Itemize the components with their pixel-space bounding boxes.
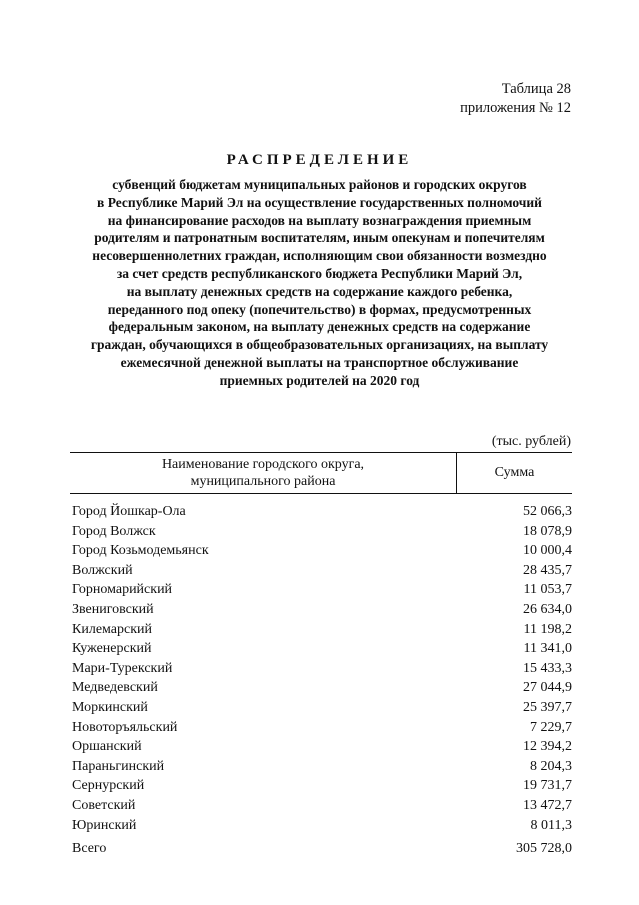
row-name: Параньгинский xyxy=(72,758,165,774)
total-value: 305 728,0 xyxy=(516,841,572,856)
table-row xyxy=(70,600,572,620)
row-name: Звениговский xyxy=(72,601,154,617)
table-reference xyxy=(460,80,571,118)
document-title: РАСПРЕДЕЛЕНИЕ xyxy=(226,152,413,168)
row-value: 8 204,3 xyxy=(530,758,572,774)
subtitle-line: федеральным законом, на выплату денежных средств на содержание xyxy=(108,319,531,335)
row-value: 11 198,2 xyxy=(523,621,572,637)
table-row xyxy=(70,698,572,718)
table-row xyxy=(70,678,572,698)
table-row xyxy=(70,796,572,816)
header-name-line-2: муниципального района xyxy=(190,474,336,489)
subtitle-line: приемных родителей на 2020 год xyxy=(219,372,420,388)
subtitle-line: родителям и патронатным воспитателям, иным опекунам и попечителям xyxy=(94,230,545,246)
table-row xyxy=(70,816,572,836)
table-row xyxy=(70,639,572,659)
table-row xyxy=(70,561,572,581)
row-name: Моркинский xyxy=(72,699,148,715)
row-name: Город Йошкар-Ола xyxy=(72,504,186,519)
row-value: 19 731,7 xyxy=(523,778,572,794)
row-value: 18 078,9 xyxy=(523,523,572,539)
table-row xyxy=(70,757,572,777)
unit-label: (тыс. рублей) xyxy=(491,434,571,449)
table-row xyxy=(70,659,572,679)
row-name: Советский xyxy=(72,797,136,813)
subtitle-line: граждан, обучающихся в общеобразовательных организациях, на выплату xyxy=(90,337,549,353)
row-value: 13 472,7 xyxy=(523,797,572,813)
subtitle-line: переданного под опеку (попечительство) в формах, предусмотренных xyxy=(107,301,532,317)
row-name: Волжский xyxy=(72,562,133,578)
row-value: 28 435,7 xyxy=(523,562,572,578)
table-row xyxy=(70,522,572,542)
subtitle-line: несовершеннолетних граждан, исполняющим свои обязанности возмездно xyxy=(92,248,547,264)
row-value: 25 397,7 xyxy=(523,699,572,715)
table-row xyxy=(70,737,572,757)
row-name: Город Козьмодемьянск xyxy=(72,543,209,559)
row-value: 11 341,0 xyxy=(523,641,572,657)
table-body xyxy=(70,502,572,835)
row-value: 10 000,4 xyxy=(523,543,572,559)
row-value: 15 433,3 xyxy=(523,660,572,676)
table-header xyxy=(70,452,572,494)
row-value: 12 394,2 xyxy=(523,739,572,755)
row-name: Горномарийский xyxy=(72,582,173,598)
subtitle-line: за счет средств республиканского бюджета Республики Марий Эл, xyxy=(116,265,523,281)
subtitle-line: на финансирование расходов на выплату вознаграждения приемным xyxy=(107,212,532,228)
subtitle-line: на выплату денежных средств на содержание каждого ребенка, xyxy=(126,283,513,299)
table-row xyxy=(70,776,572,796)
subtitle-line: ежемесячной денежной выплаты на транспортное обслуживание xyxy=(120,354,519,370)
table-row xyxy=(70,541,572,561)
row-name: Юринский xyxy=(72,817,137,833)
header-name-column xyxy=(70,453,457,493)
subtitle-line: в Республике Марий Эл на осуществление государственных полномочий xyxy=(97,194,542,210)
row-value: 26 634,0 xyxy=(523,601,572,617)
table-row xyxy=(70,502,572,522)
row-name: Оршанский xyxy=(72,739,142,755)
reference-line-1: Таблица 28 xyxy=(501,81,571,97)
row-name: Медведевский xyxy=(72,680,158,696)
row-name: Сернурский xyxy=(72,778,145,794)
subtitle-line: субвенций бюджетам муниципальных районов и городских округов xyxy=(112,177,527,192)
row-value: 8 011,3 xyxy=(530,817,572,833)
row-value: 7 229,7 xyxy=(530,719,572,735)
total-label: Всего xyxy=(72,841,107,856)
row-name: Куженерский xyxy=(72,641,152,657)
table-row xyxy=(70,718,572,738)
row-value: 11 053,7 xyxy=(523,582,572,598)
table-row xyxy=(70,620,572,640)
distribution-table xyxy=(70,452,572,856)
header-sum-column: Сумма xyxy=(494,465,535,480)
row-name: Город Волжск xyxy=(72,523,156,539)
table-total-row xyxy=(70,839,572,859)
row-name: Мари-Турекский xyxy=(72,660,173,676)
row-name: Килемарский xyxy=(72,621,153,637)
header-name-line-1: Наименование городского округа, xyxy=(161,457,365,472)
row-name: Новоторъяльский xyxy=(72,719,178,735)
row-value: 52 066,3 xyxy=(523,504,572,519)
reference-line-2: приложения № 12 xyxy=(460,100,571,116)
row-value: 27 044,9 xyxy=(523,680,572,696)
table-row xyxy=(70,580,572,600)
document-subtitle xyxy=(60,176,579,390)
